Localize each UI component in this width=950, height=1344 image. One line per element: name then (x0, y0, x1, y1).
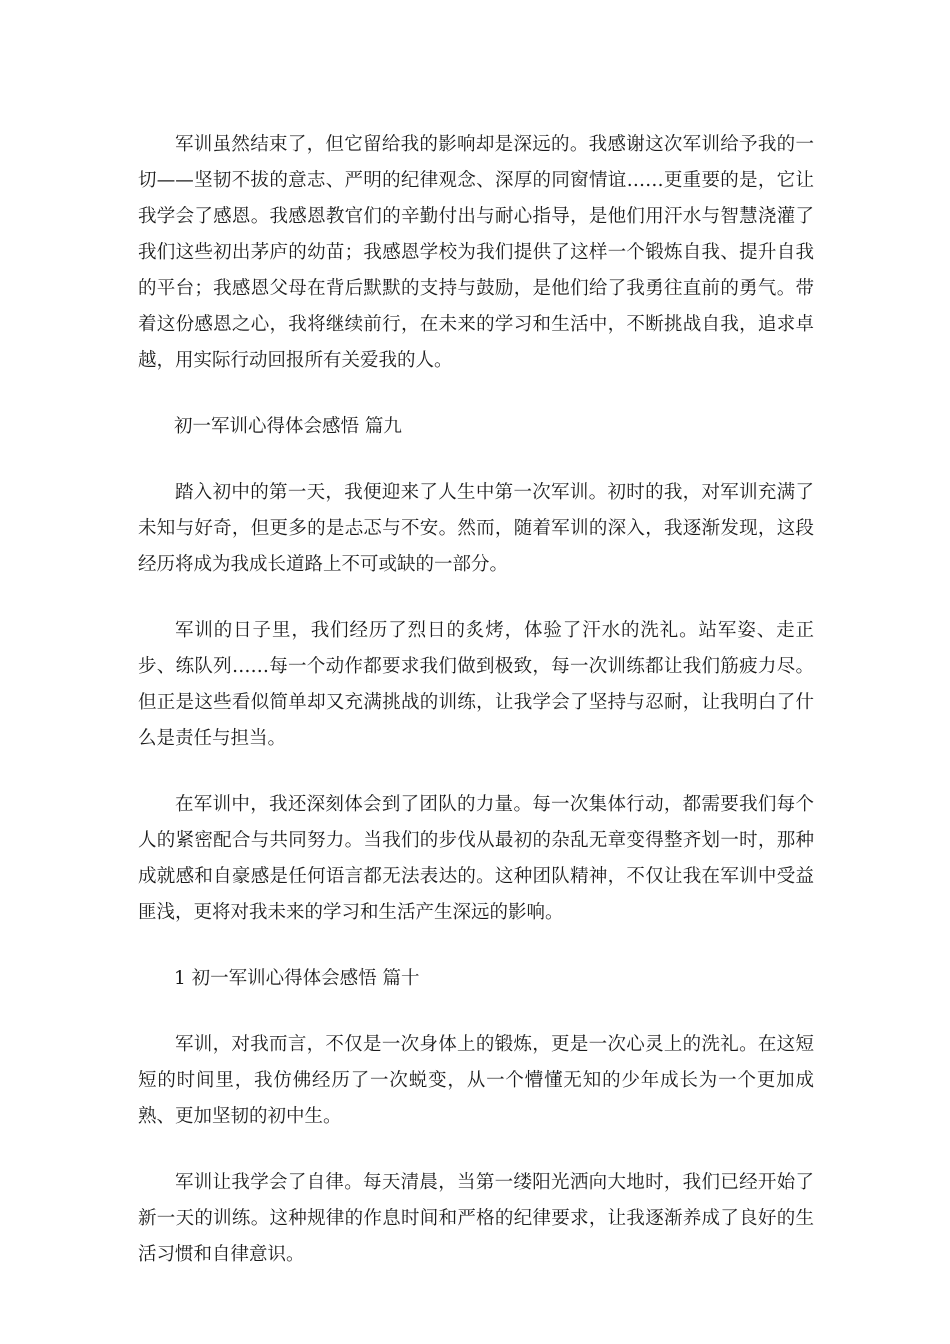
spacer (138, 757, 814, 787)
spacer (138, 997, 814, 1027)
spacer (138, 583, 814, 613)
paragraph-transformation: 军训，对我而言，不仅是一次身体上的锻炼，更是一次心灵上的洗礼。在这短短的时间里，我仿佛经历了一次蜕变，从一个懵懂无知的少年成长为一个更加成熟、更加坚韧的初中生。 (138, 1034, 814, 1127)
paragraph-teamwork: 在军训中，我还深刻体会到了团队的力量。每一次集体行动，都需要我们每个人的紧密配合与共同努力。当我们的步伐从最初的杂乱无章变得整齐划一时，那种成就感和自豪感是任何语言都无法表达的。这种团队精神，不仅让我在军训中受益匪浅，更将对我未来的学习和生活产生深远的影响。 (138, 794, 814, 923)
document-page (138, 127, 814, 1273)
section-heading-nine: 初一军训心得体会感悟 篇九 (174, 416, 402, 437)
spacer (138, 379, 814, 409)
spacer (138, 445, 814, 475)
paragraph-self-discipline: 军训让我学会了自律。每天清晨，当第一缕阳光洒向大地时，我们已经开始了新一天的训练。这种规律的作息时间和严格的纪律要求，让我逐渐养成了良好的生活习惯和自律意识。 (138, 1172, 814, 1265)
spacer (138, 1135, 814, 1165)
section-heading-ten: 1 初一军训心得体会感悟 篇十 (174, 968, 420, 989)
paragraph-gratitude: 军训虽然结束了，但它留给我的影响却是深远的。我感谢这次军训给予我的一切——坚韧不拔的意志、严明的纪律观念、深厚的同窗情谊……更重要的是，它让我学会了感恩。我感恩教官们的辛勤付出与耐心指导，是他们用汗水与智慧浇灌了我们这些初出茅庐的幼苗；我感恩学校为我们提供了这样一个锻炼自我、提升自我的平台；我感恩父母在背后默默的支持与鼓励，是他们给了我勇往直前的勇气。带着这份感恩之心，我将继续前行，在未来的学习和生活中，不断挑战自我，追求卓越，用实际行动回报所有关爱我的人。 (138, 134, 814, 371)
paragraph-training-days: 军训的日子里，我们经历了烈日的炙烤，体验了汗水的洗礼。站军姿、走正步、练队列……每一个动作都要求我们做到极致，每一次训练都让我们筋疲力尽。但正是这些看似简单却又充满挑战的训练，让我学会了坚持与忍耐，让我明白了什么是责任与担当。 (138, 620, 814, 749)
paragraph-first-day: 踏入初中的第一天，我便迎来了人生中第一次军训。初时的我，对军训充满了未知与好奇，但更多的是忐忑与不安。然而，随着军训的深入，我逐渐发现，这段经历将成为我成长道路上不可或缺的一部分。 (138, 482, 814, 575)
spacer (138, 931, 814, 961)
